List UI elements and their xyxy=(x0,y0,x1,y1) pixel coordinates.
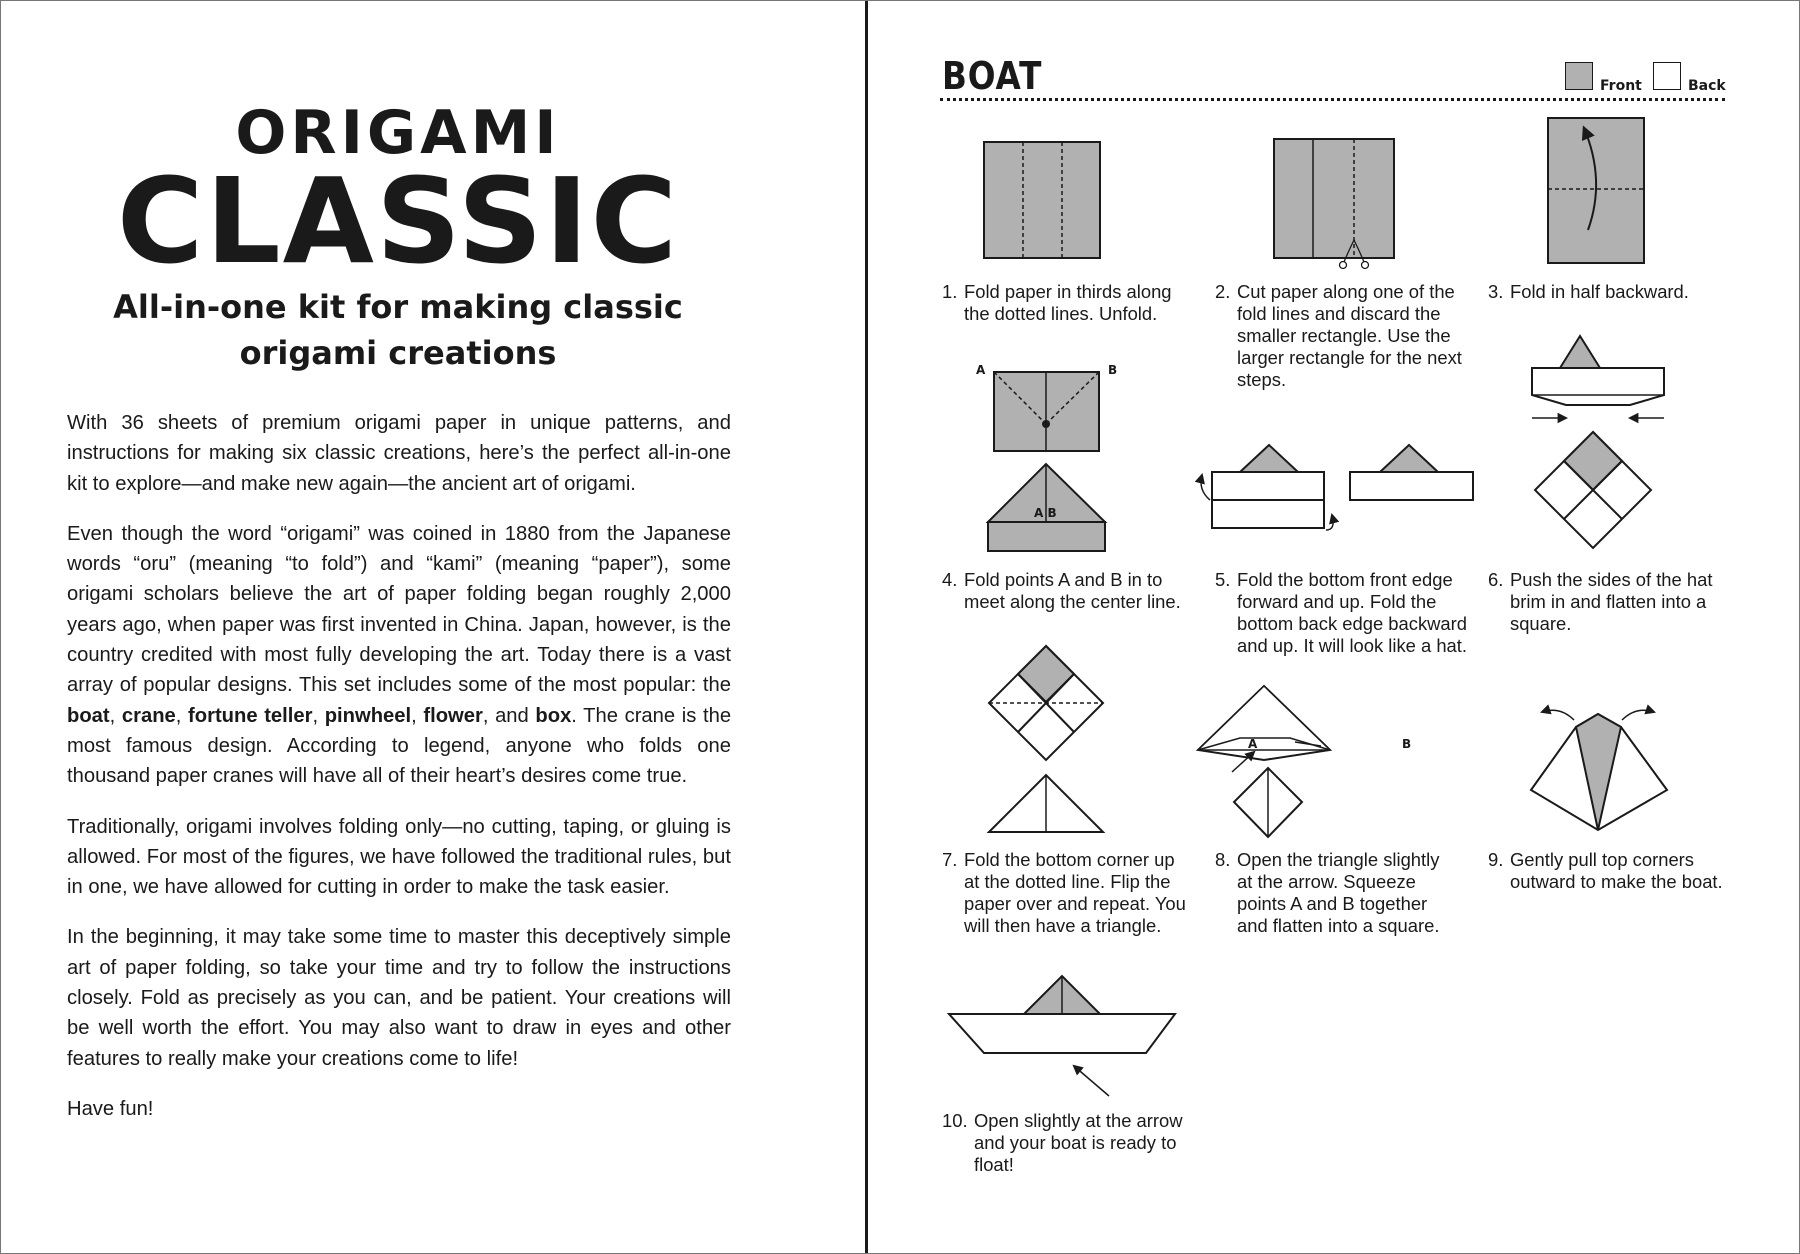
points-ab-label: A B xyxy=(1034,506,1057,520)
step-2-diagram xyxy=(1274,139,1394,258)
step-description: Push the sides of the hat brim in and flatten into a square. xyxy=(1510,569,1713,634)
separator: , xyxy=(312,704,325,727)
design-flower: flower xyxy=(423,704,483,727)
separator: , and xyxy=(482,704,536,727)
step-7-diagram xyxy=(989,646,1103,832)
step-number: 5. xyxy=(1215,569,1231,590)
paragraph-2-part-2: . The crane is the most famous design. According to legend, anyone who folds one thousand paper cranes will have all of their heart’s desires come true. xyxy=(67,704,732,788)
design-crane: crane xyxy=(121,704,176,727)
step-number: 6. xyxy=(1488,569,1504,590)
step-description: Open slightly at the arrow and your boat is ready to float! xyxy=(974,1110,1183,1175)
point-b-label: B xyxy=(1402,737,1412,751)
paragraph-4: In the beginning, it may take some time to master this deceptively simple art of paper folding, so take your time and try to follow the instructions closely. Fold as precisely as you can, and be patient. Your creations will be well worth the effort. You may also want to draw in eyes and other features to really make your creations come to life! xyxy=(67,926,731,1070)
brand-title-classic: CLASSIC xyxy=(116,152,680,290)
point-b-label: B xyxy=(1108,363,1118,377)
paragraph-3: Traditionally, origami involves folding only—no cutting, taping, or gluing is allowed. For most of the figures, we have followed the traditional rules, but in one, we have allowed for cutting in order to make the task easier. xyxy=(67,815,731,899)
step-description: Open the triangle slightly at the arrow. Squeeze points A and B together and flatten into a square. xyxy=(1237,849,1440,936)
paragraph-1: With 36 sheets of premium origami paper in unique patterns, and instructions for making six classic creations, here’s the perfect all-in-one kit to explore—and make new again—the ancient art of origami. xyxy=(67,412,731,495)
paragraph-5: Have fun! xyxy=(67,1097,154,1120)
separator: , xyxy=(109,704,122,727)
step-description: Fold in half backward. xyxy=(1510,281,1689,302)
step-number: 1. xyxy=(942,281,958,302)
step-description: Gently pull top corners outward to make the boat. xyxy=(1510,849,1723,892)
step-number: 7. xyxy=(942,849,958,870)
step-1-diagram xyxy=(984,142,1100,258)
step-8-diagram xyxy=(1198,686,1330,837)
brand-title-origami: ORIGAMI xyxy=(235,98,561,168)
step-description: Fold paper in thirds along the dotted lines. Unfold. xyxy=(964,281,1172,324)
step-number: 2. xyxy=(1215,281,1231,302)
step-5-diagram xyxy=(1201,445,1473,530)
separator: , xyxy=(411,704,424,727)
step-number: 8. xyxy=(1215,849,1231,870)
design-pinwheel: pinwheel xyxy=(324,704,412,727)
step-description: Fold the bottom front edge forward and up. Fold the bottom back edge backward and up. It will look like a hat. xyxy=(1237,569,1468,656)
step-6-diagram xyxy=(1532,336,1664,548)
step-number: 9. xyxy=(1488,849,1504,870)
paragraph-2-part-1: Even though the word “origami” was coined in 1880 from the Japanese words “oru” (meaning “to fold”) and “kami” (meaning “paper”), some origami scholars believe the art of paper folding began roughly 2,000 years ago, when paper was first invented in China. Japan, however, is the country credited with most fully developing the art. Today there is a vast array of popular designs. This set includes some of the most popular: the xyxy=(67,522,731,697)
section-title: BOAT xyxy=(942,54,1043,98)
point-a-label: A xyxy=(1248,737,1258,751)
legend-front-label: Front xyxy=(1600,78,1642,94)
subtitle-line1: All-in-one kit for making classic xyxy=(113,288,683,326)
subtitle-line2: origami creations xyxy=(239,334,557,372)
step-9-diagram xyxy=(1531,710,1667,830)
design-fortune-teller: fortune teller xyxy=(188,704,313,727)
step-4-diagram xyxy=(988,372,1105,551)
step-3-diagram xyxy=(1548,118,1644,263)
design-box: box xyxy=(535,704,572,727)
step-description: Fold the bottom corner up at the dotted line. Flip the paper over and repeat. You will then have a triangle. xyxy=(964,849,1186,936)
step-description: Cut paper along one of the fold lines and discard the smaller rectangle. Use the larger rectangle for the next steps. xyxy=(1237,281,1462,390)
point-a-label: A xyxy=(976,363,986,377)
step-number: 10. xyxy=(942,1110,968,1131)
step-10-diagram xyxy=(949,976,1175,1096)
step-description: Fold points A and B in to meet along the center line. xyxy=(964,569,1181,612)
design-boat: boat xyxy=(67,704,110,727)
step-number: 4. xyxy=(942,569,958,590)
legend-back-label: Back xyxy=(1688,78,1726,94)
separator: , xyxy=(175,704,189,727)
step-number: 3. xyxy=(1488,281,1504,302)
